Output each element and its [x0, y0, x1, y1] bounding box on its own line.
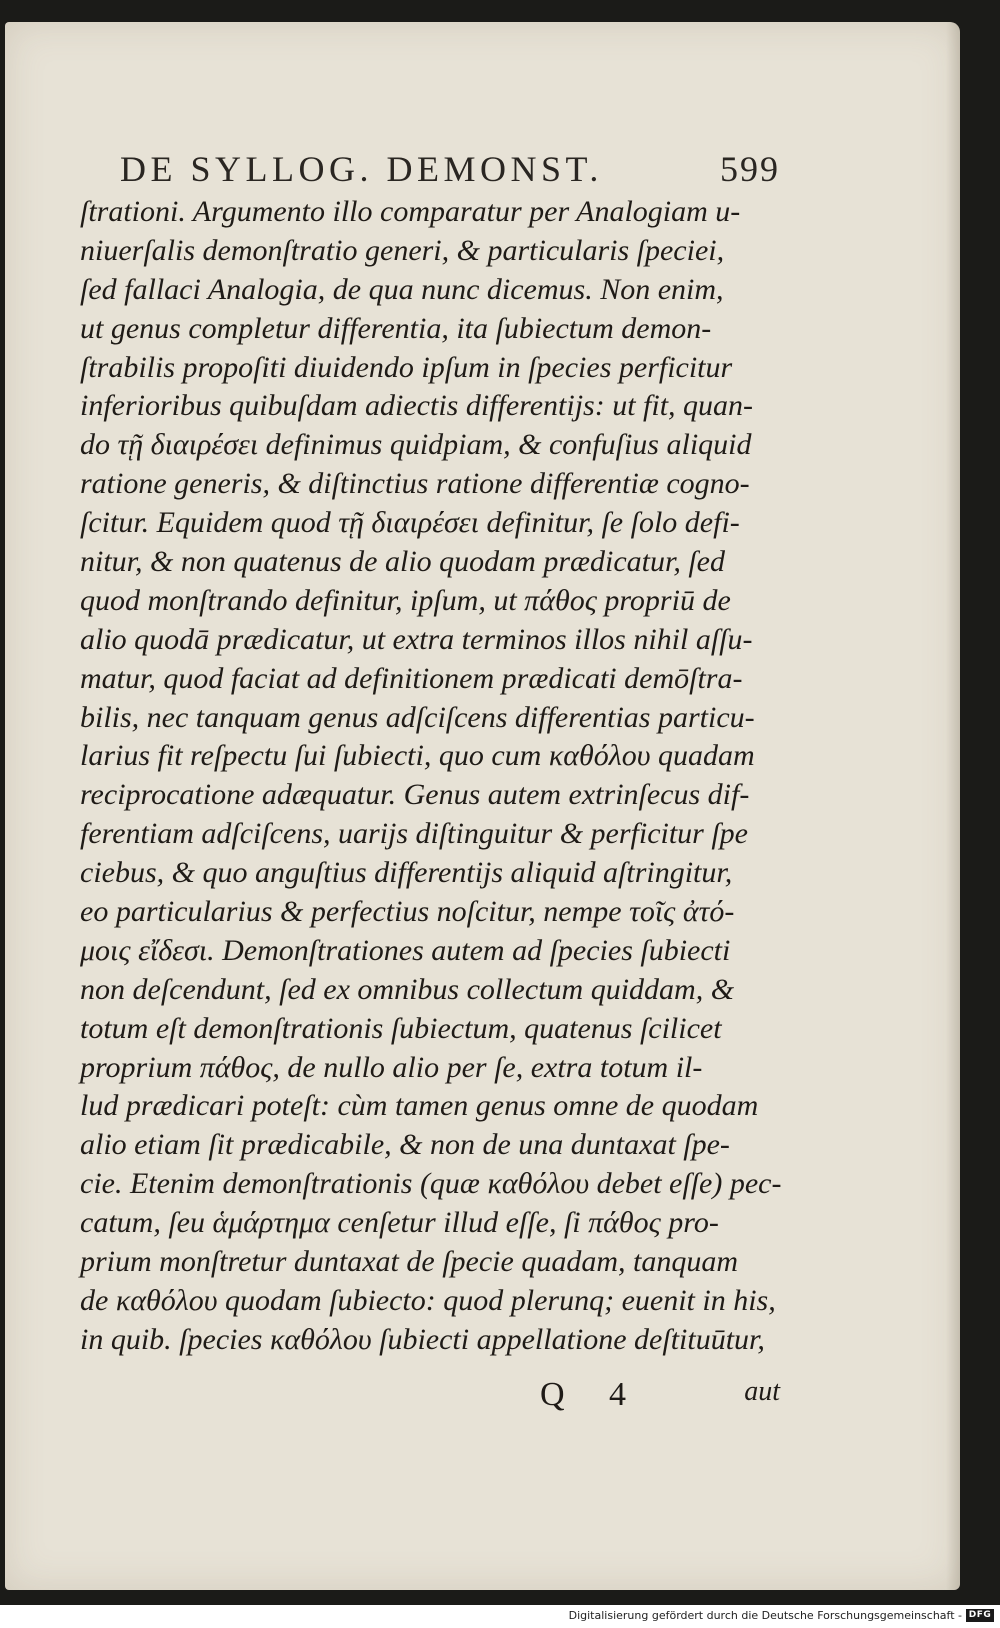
running-head — [120, 148, 780, 198]
text-line: ſtrabilis propoſiti diuidendo ipſum in ſpecies perficitur — [80, 350, 733, 384]
text-line: do τῇ διαιρέσει definimus quidpiam, & confuſius aliquid — [80, 428, 752, 462]
dfg-logo: DFG — [966, 1609, 994, 1622]
signature-row — [540, 1376, 780, 1416]
page-number: 599 — [720, 149, 780, 189]
text-line: larius fit reſpectu ſui ſubiecti, quo cum καθόλου quadam — [80, 739, 755, 773]
text-line: μοις εἴδεσι. Demonſtrationes autem ad ſpecies ſubiecti — [80, 933, 731, 967]
text-line: ſcitur. Equidem quod τῇ διαιρέσει definitur, ſe ſolo defi- — [80, 506, 740, 540]
text-line: catum, ſeu ἁμάρτημα cenſetur illud eſſe, ſi πάθος pro- — [80, 1206, 719, 1240]
running-head-title: DE SYLLOG. DEMONST. — [120, 149, 603, 189]
text-line: eo particularius & perfectius noſcitur, nempe τοῖς ἀτό- — [80, 895, 735, 929]
text-line: niuerſalis demonſtratio generi, & particularis ſpeciei, — [80, 233, 725, 267]
footer-bar — [0, 1605, 1000, 1628]
text-line: alio etiam ſit prædicabile, & non de una duntaxat ſpe- — [80, 1128, 730, 1162]
text-line: ſtrationi. Argumento illo comparatur per Analogiam u- — [80, 195, 741, 228]
text-line: ciebus, & quo anguſtius differentijs aliquid aſtringitur, — [80, 856, 733, 890]
text-line: nitur, & non quatenus de alio quodam prædicatur, ſed — [80, 545, 725, 579]
text-line: ſed fallaci Analogia, de qua nunc dicemus. Non enim, — [80, 272, 724, 306]
text-line: ut genus completur differentia, ita ſubiectum demon- — [80, 311, 712, 345]
text-line: proprium πάθος, de nullo alio per ſe, extra totum il- — [80, 1050, 703, 1084]
text-line: in quib. ſpecies καθόλου ſubiecti appellatione deſtituūtur, — [80, 1322, 765, 1356]
body-text — [80, 193, 780, 1360]
funding-notice: Digitalisierung gefördert durch die Deutsche Forschungsgemeinschaft - — [568, 1609, 962, 1622]
text-line: ratione generis, & diſtinctius ratione differentiæ cogno- — [80, 467, 750, 501]
text-line: bilis, nec tanquam genus adſciſcens differentias particu- — [80, 700, 755, 734]
text-line: lud prædicari poteſt: cùm tamen genus omne de quodam — [80, 1089, 759, 1123]
text-line: non deſcendunt, ſed ex omnibus collectum quiddam, & — [80, 972, 735, 1006]
text-line: prium monſtretur duntaxat de ſpecie quadam, tanquam — [80, 1245, 738, 1279]
text-line: de καθόλου quodam ſubiecto: quod plerunq; euenit in his, — [80, 1283, 776, 1317]
text-line: reciprocatione adæquatur. Genus autem extrinſecus dif- — [80, 778, 750, 812]
text-line: ferentiam adſciſcens, uarijs diſtinguitur & perficitur ſpe — [80, 817, 748, 851]
catchword: aut — [744, 1376, 780, 1407]
page-edge-shadow — [946, 22, 960, 1590]
text-line: cie. Etenim demonſtrationis (quæ καθόλου debet eſſe) pec- — [80, 1167, 782, 1201]
text-line: totum eſt demonſtrationis ſubiectum, quatenus ſcilicet — [80, 1011, 722, 1045]
text-line: alio quodā prædicatur, ut extra terminos illos nihil aſſu- — [80, 622, 753, 656]
text-line: quod monſtrando definitur, ipſum, ut πάθος propriū de — [80, 583, 731, 617]
signature-mark: Q 4 — [540, 1376, 645, 1413]
text-line: matur, quod faciat ad definitionem prædicati demōſtra- — [80, 661, 743, 695]
text-line: inferioribus quibuſdam adiectis differentijs: ut fit, quan- — [80, 389, 754, 423]
